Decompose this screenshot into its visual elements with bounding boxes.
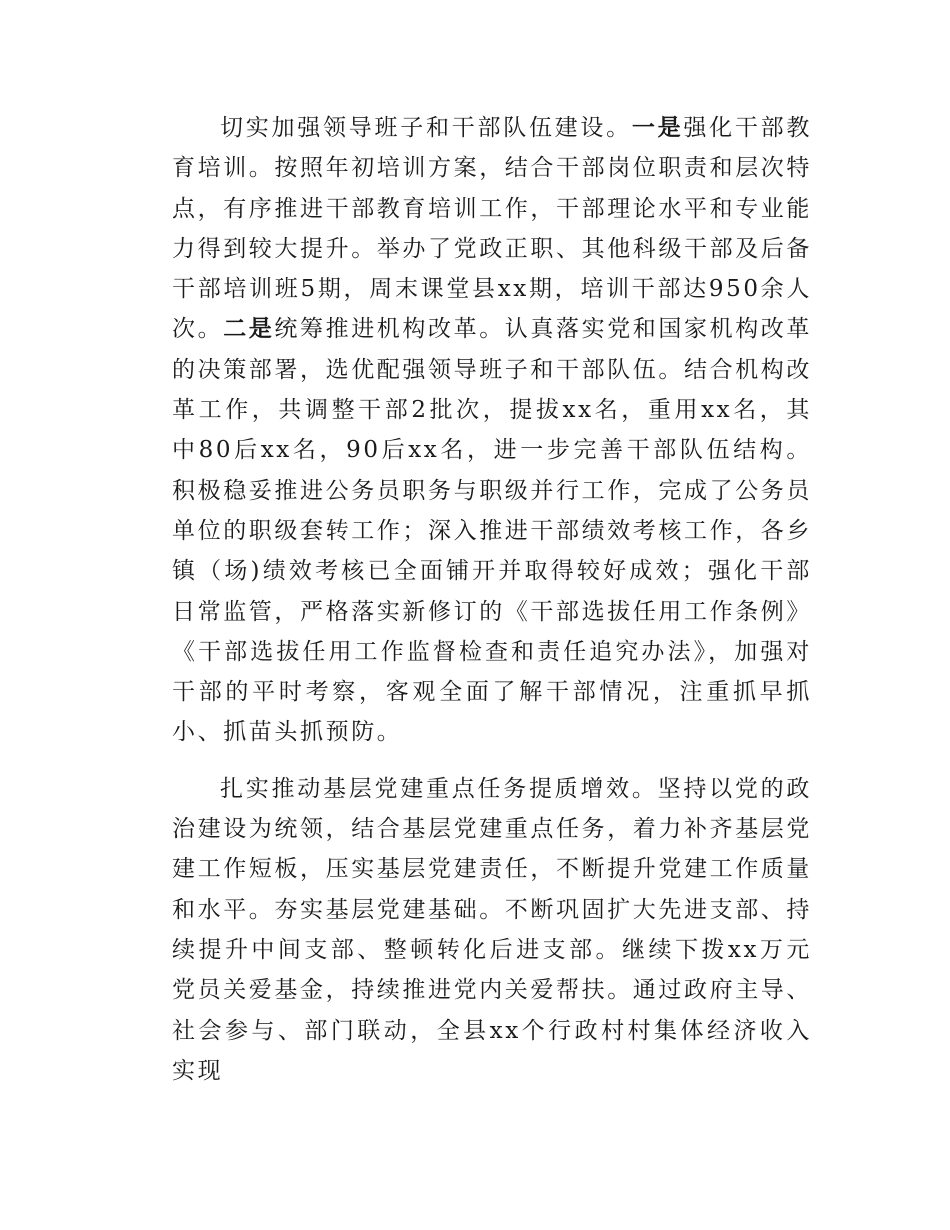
bold-marker-second: 二是 [223,316,275,343]
bold-marker-first: 一是 [631,115,684,141]
paragraph-cadre-building [172,108,812,753]
document-page [172,108,812,1091]
paragraph-text: 扎实推动基层党建重点任务提质增效。坚持以党的政治建设为统领，结合基层党建重点任务，着力补齐基层党建工作短板，压实基层党建责任，不断提升党建工作质量和水平。夯实基层党建基础。不断巩固扩大先进支部、持续提升中间支部、整顿转化后进支部。继续下拨xx万元党员关爱基金，持续推进党内关爱帮扶。通过政府主导、社会参与、部门联动，全县xx个行政村村集体经济收入实现 [172,775,812,1084]
paragraph-grassroots-party-building [172,769,812,1091]
paragraph-text: 强化干部教育培训。按照年初培训方案，结合干部岗位职责和层次特点，有序推进干部教育培训工作，干部理论水平和专业能力得到较大提升。举办了党政正职、其他科级干部及后备干部培训班5期，周末课堂县xx期，培训干部达950余人次。 [172,115,813,343]
paragraph-text: 切实加强领导班子和干部队伍建设。 [220,115,632,141]
paragraph-text: 统筹推进机构改革。认真落实党和国家机构改革的决策部署，选优配强领导班子和干部队伍。结合机构改革工作，共调整干部2批次，提拔xx名，重用xx名，其中80后xx名，90后xx名，进一步完善干部队伍结构。积极稳妥推进公务员职务与职级并行工作，完成了公务员单位的职级套转工作；深入推进干部绩效考核工作，各乡镇（场)绩效考核已全面铺开并取得较好成效；强化干部日常监管，严格落实新修订的《干部选拔任用工作条例》《干部选拔任用工作监督检查和责任追究办法》，加强对干部的平时考察，客观全面了解干部情况，注重抓早抓小、抓苗头抓预防。 [172,316,813,746]
